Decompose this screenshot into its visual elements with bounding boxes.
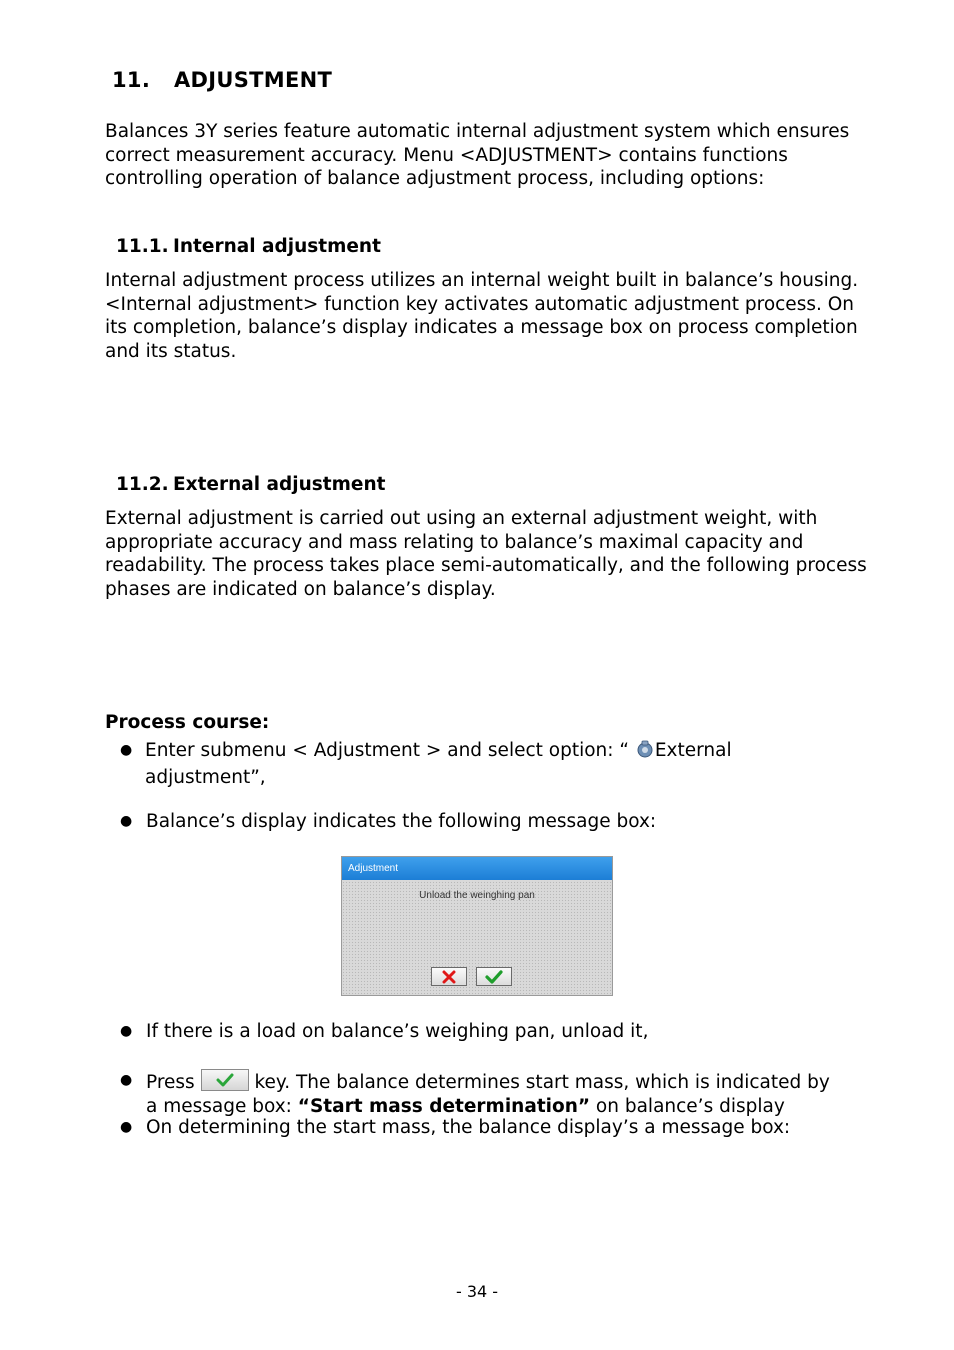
step-text: Balance’s display indicates the following message box: — [146, 811, 657, 832]
bullet-dot: ● — [120, 742, 133, 758]
bullet-dot: ● — [120, 813, 133, 829]
list-item — [120, 1069, 880, 1117]
confirm-button[interactable] — [476, 967, 512, 986]
confirm-key-button — [201, 1069, 249, 1091]
list-item — [120, 739, 880, 787]
process-course-heading: Process course: — [105, 712, 270, 733]
step-text: on balance’s display — [590, 1095, 785, 1117]
message-box-title: Adjustment — [342, 857, 612, 880]
external-adjustment-paragraph: External adjustment is carried out using an external adjustment weight, with appropriate accuracy and mass relating to balance’s maximal capacity and readability. The process takes place semi-automatically, and the following process phases are indicated on balance’s display. — [105, 508, 867, 600]
section-number: 11. — [112, 68, 151, 92]
step-text: a message box: — [146, 1095, 298, 1117]
green-check-icon — [215, 1073, 235, 1087]
subsection-heading-internal — [116, 236, 381, 257]
cancel-button[interactable] — [431, 967, 467, 986]
message-box-text: Unload the weinghing pan — [419, 890, 535, 901]
section-title: ADJUSTMENT — [174, 68, 333, 92]
bullet-dot: ● — [120, 1023, 133, 1039]
step-text: If there is a load on balance’s weighing pan, unload it, — [146, 1021, 649, 1042]
subsection-number: 11.1. — [116, 236, 169, 257]
bullet-dot: ● — [120, 1119, 133, 1135]
step-text: Press — [146, 1072, 201, 1093]
step-text: External — [654, 740, 732, 761]
external-adjustment-icon — [635, 739, 655, 766]
start-mass-label: “Start mass determination” — [297, 1095, 591, 1117]
green-check-icon — [485, 970, 503, 984]
bullet-dot: ● — [120, 1072, 133, 1088]
step-text: Enter submenu < Adjustment > and select option: “ — [145, 740, 635, 761]
list-item — [120, 810, 880, 834]
red-x-icon — [442, 970, 456, 984]
step-text: adjustment”, — [145, 766, 266, 788]
subsection-title: Internal adjustment — [173, 236, 381, 257]
subsection-heading-external — [116, 474, 385, 495]
step-text: On determining the start mass, the balance display’s a message box: — [146, 1117, 791, 1138]
list-item — [120, 1020, 880, 1044]
subsection-title: External adjustment — [173, 474, 386, 495]
section-heading — [112, 68, 332, 92]
list-item — [120, 1116, 880, 1140]
internal-adjustment-paragraph: Internal adjustment process utilizes an internal weight built in balance’s housing. <Internal adjustment> function key activates automatic adjustment process. On its completion, balance’s display indicates a message box on process completion and its status. — [105, 270, 859, 362]
subsection-number: 11.2. — [116, 474, 169, 495]
intro-paragraph: Balances 3Y series feature automatic internal adjustment system which ensures correct measurement accuracy. Menu <ADJUSTMENT> contains functions controlling operation of balance adjustment process, including options: — [105, 121, 850, 189]
adjustment-message-box — [341, 856, 613, 996]
step-text: key. The balance determines start mass, which is indicated by — [248, 1072, 830, 1093]
page-number: - 34 - — [455, 1282, 499, 1301]
